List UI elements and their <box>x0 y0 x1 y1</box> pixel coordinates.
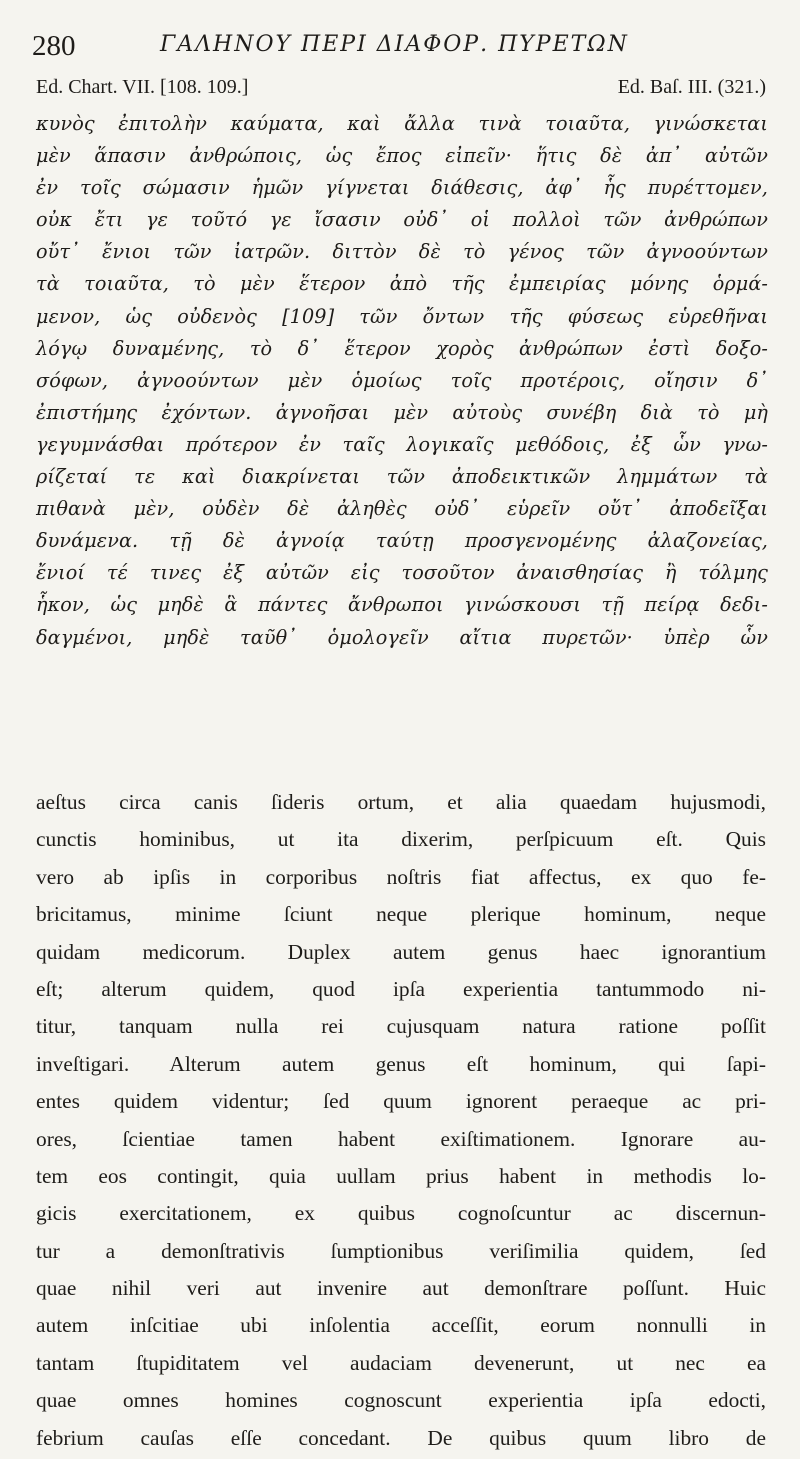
latin-line: autem inſcitiae ubi inſolentia acceſſit, eorum nonnulli in <box>36 1313 766 1338</box>
latin-line: febrium cauſas eſſe concedant. De quibus quum libro de <box>36 1425 766 1450</box>
greek-line: ἐν τοῖς σώμασιν ἡμῶν γίγνεται διάθεσις, ἀφ᾿ ἧς πυρέττομεν, <box>36 176 768 200</box>
latin-line: tantam ſtupiditatem vel audaciam devenerunt, ut nec ea <box>36 1350 766 1375</box>
greek-line: κυνὸς ἐπιτολὴν καύματα, καὶ ἄλλα τινὰ τοιαῦτα, γινώσκεται <box>36 112 768 135</box>
latin-text-block <box>36 784 766 1457</box>
latin-line: eſt; alterum quidem, quod ipſa experientia tantummodo ni- <box>36 976 766 1001</box>
running-title: ΓΑΛΗΝΟΥ ΠΕΡΙ ΔΙΑΦΟΡ. ΠΥΡΕΤΩΝ <box>160 32 629 57</box>
latin-line: ores, ſcientiae tamen habent exiſtimationem. Ignorare au- <box>36 1126 766 1151</box>
greek-line: τὰ τοιαῦτα, τὸ μὲν ἕτερον ἀπὸ τῆς ἐμπειρίας μόνης ὁρμά- <box>36 272 768 296</box>
page-number: 280 <box>32 30 76 62</box>
greek-line: μενον, ὡς οὐδενὸς [109] τῶν ὄντων τῆς φύσεως εὑρεθῆναι <box>36 304 768 328</box>
greek-text-block <box>36 108 768 654</box>
latin-line: bricitamus, minime ſciunt neque plerique hominum, neque <box>36 902 766 927</box>
greek-line: γεγυμνάσθαι πρότερον ἐν ταῖς λογικαῖς μεθόδοις, ἐξ ὧν γνω- <box>36 432 768 456</box>
running-head <box>32 24 772 64</box>
greek-line: δαγμένοι, μηδὲ ταῦθ᾿ ὁμολογεῖν αἴτια πυρετῶν· ὑπὲρ ὧν <box>36 625 768 649</box>
greek-line: μὲν ἅπασιν ἀνθρώποις, ὡς ἔπος εἰπεῖν· ἥτις δὲ ἀπ᾿ αὐτῶν <box>36 144 768 168</box>
greek-line: οὐκ ἔτι γε τοῦτό γε ἴσασιν οὐδ᾿ οἱ πολλοὶ τῶν ἀνθρώπων <box>36 208 768 232</box>
greek-line: ἐπιστήμης ἐχόντων. ἀγνοῆσαι μὲν αὐτοὺς συνέβη διὰ τὸ μὴ <box>36 400 768 424</box>
greek-line: ἔνιοί τέ τινες ἐξ αὐτῶν εἰς τοσοῦτον ἀναισθησίας ἢ τόλμης <box>36 561 768 585</box>
greek-line: ἧκον, ὡς μηδὲ ἃ πάντες ἄνθρωποι γινώσκουσι τῇ πείρᾳ δεδι- <box>36 593 768 617</box>
latin-line: tur a demonſtrativis ſumptionibus veriſimilia quidem, ſed <box>36 1238 766 1263</box>
greek-line: πιθανὰ μὲν, οὐδὲν δὲ ἀληθὲς οὐδ᾿ εὑρεῖν οὔτ᾿ ἀποδεῖξαι <box>36 497 768 521</box>
greek-line: σόφων, ἀγνοούντων μὲν ὁμοίως τοῖς προτέροις, οἴησιν δ᾿ <box>36 368 768 392</box>
latin-line: cunctis hominibus, ut ita dixerim, perſpicuum eſt. Quis <box>36 827 766 852</box>
edition-references <box>36 76 766 106</box>
latin-line: quidam medicorum. Duplex autem genus haec ignorantium <box>36 939 766 964</box>
edition-reference-chartier: Ed. Chart. VII. [108. 109.] <box>36 76 249 98</box>
latin-line: inveſtigari. Alterum autem genus eſt hominum, qui ſapi- <box>36 1051 766 1076</box>
latin-line: quae nihil veri aut invenire aut demonſtrare poſſunt. Huic <box>36 1276 766 1301</box>
latin-line: gicis exercitationem, ex quibus cognoſcuntur ac discernun- <box>36 1201 766 1226</box>
latin-line: vero ab ipſis in corporibus noſtris fiat affectus, ex quo fe- <box>36 864 766 889</box>
latin-line: titur, tanquam nulla rei cujusquam natura ratione poſſit <box>36 1014 766 1039</box>
greek-line: δυνάμενα. τῇ δὲ ἀγνοίᾳ ταύτῃ προσγενομένης ἀλαζονείας, <box>36 529 768 553</box>
greek-line: λόγῳ δυναμένης, τὸ δ᾿ ἕτερον χορὸς ἀνθρώπων ἐστὶ δοξο- <box>36 336 768 360</box>
latin-line: tem eos contingit, quia uullam prius habent in methodis lo- <box>36 1163 766 1188</box>
greek-line: οὔτ᾿ ἔνιοι τῶν ἰατρῶν. διττὸν δὲ τὸ γένος τῶν ἀγνοούντων <box>36 240 768 264</box>
latin-line: entes quidem videntur; ſed quum ignorent peraeque ac pri- <box>36 1089 766 1114</box>
greek-line: ρίζεταί τε καὶ διακρίνεται τῶν ἀποδεικτικῶν λημμάτων τὰ <box>36 465 768 489</box>
latin-line: aeſtus circa canis ſideris ortum, et alia quaedam hujusmodi, <box>36 790 766 814</box>
latin-line: quae omnes homines cognoscunt experientia ipſa edocti, <box>36 1388 766 1413</box>
edition-reference-basel: Ed. Baſ. III. (321.) <box>617 76 766 98</box>
